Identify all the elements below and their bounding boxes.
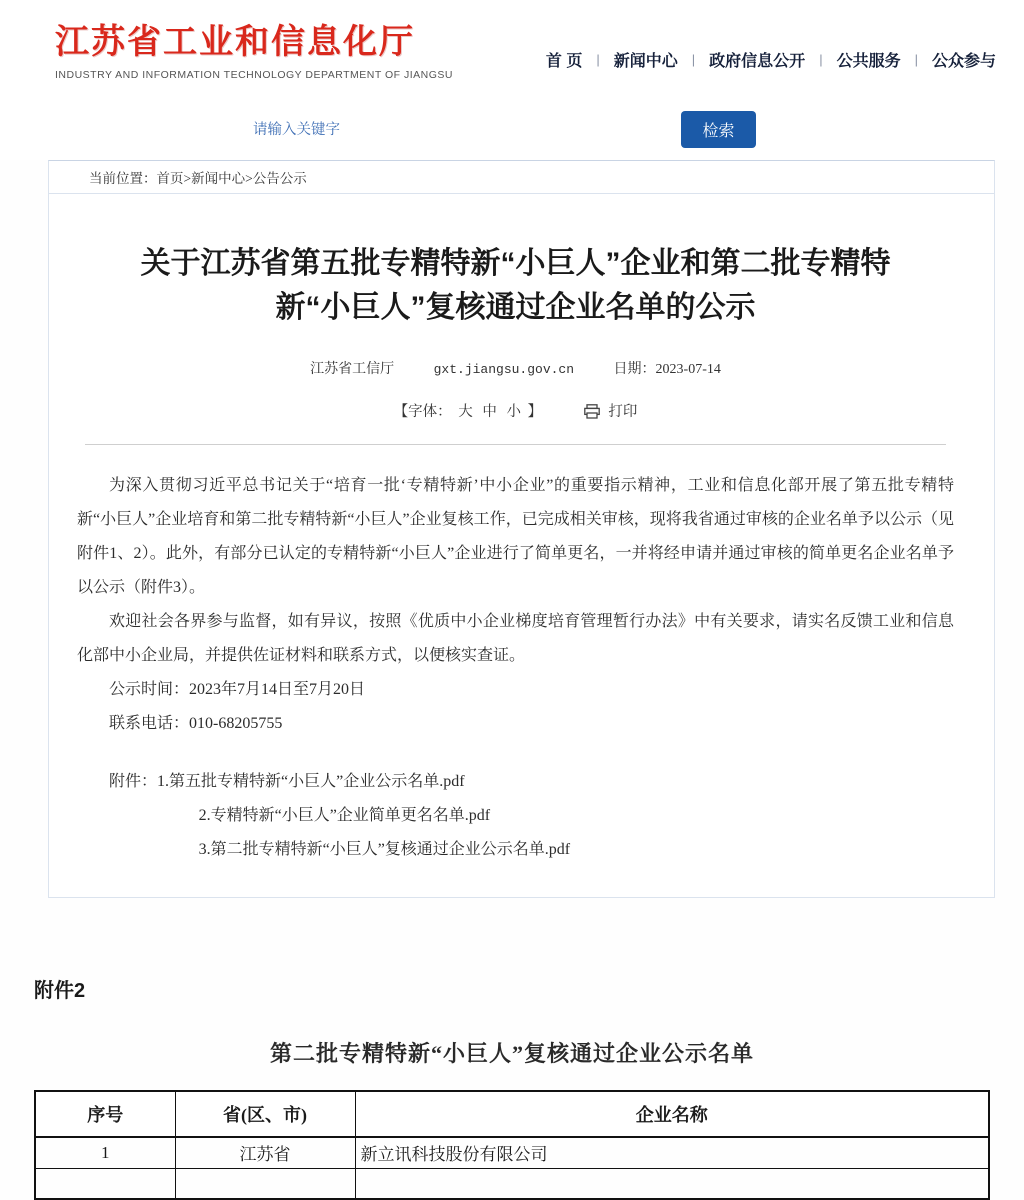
- site-logo-title: 江苏省工业和信息化厅: [55, 23, 415, 61]
- roster-table: [34, 1090, 990, 1200]
- printer-icon: [584, 404, 600, 424]
- breadcrumb-path[interactable]: 首页>新闻中心>公告公示: [156, 171, 307, 186]
- print-button[interactable]: [584, 404, 638, 420]
- article-date: 日期：2023-07-14: [613, 362, 721, 377]
- nav-item-news[interactable]: 新闻中心: [613, 53, 678, 70]
- attachment-item-2: [77, 799, 954, 833]
- nav-item-gov-info[interactable]: 政府信息公开: [709, 53, 806, 70]
- attachment-item-1: [77, 765, 954, 799]
- publicity-period: 公示时间：2023年7月14日至7月20日: [109, 681, 366, 698]
- article-url: gxt.jiangsu.gov.cn: [433, 362, 575, 377]
- roster-header-province: 省(区、市): [175, 1091, 355, 1137]
- contact-phone: 联系电话：010-68205755: [109, 715, 283, 732]
- roster-header-seq: 序号: [35, 1091, 175, 1137]
- article-meta: [77, 358, 954, 378]
- article-toolbar: [77, 400, 954, 424]
- attachment-link-3[interactable]: 3.第二批专精特新“小巨人”复核通过企业公示名单.pdf: [198, 841, 571, 858]
- font-size-suffix: 】: [527, 404, 543, 420]
- attachments-list: [77, 765, 954, 867]
- site-header: [0, 0, 1024, 160]
- top-nav: [546, 48, 996, 71]
- table-row: [35, 1137, 989, 1168]
- article-title: 关于江苏省第五批专精特新“小巨人”企业和第二批专精特新“小巨人”复核通过企业名单的公示: [140, 247, 891, 324]
- article-paragraph: 为深入贯彻习近平总书记关于“培育一批‘专精特新’中小企业”的重要指示精神，工业和信息化部开展了第五批专精特新“小巨人”企业培育和第二批专精特新“小巨人”企业复核工作，已完成相关审核，现将我省通过审核的企业名单予以公示（见附件1、2）。此外，有部分已认定的专精特新“小巨人”企业进行了简单更名，一并将经申请并通过审核的简单更名企业名单予以公示（附件3）。: [77, 477, 954, 596]
- article-paragraph: 欢迎社会各界参与监督，如有异议，按照《优质中小企业梯度培育管理暂行办法》中有关要求，请实名反馈工业和信息化部中小企业局，并提供佐证材料和联系方式，以便核实查证。: [77, 613, 954, 664]
- site-logo-subtitle: INDUSTRY AND INFORMATION TECHNOLOGY DEPARTMENT OF JIANGSU: [55, 69, 453, 81]
- attachment2-heading: 附件2: [34, 980, 86, 1002]
- content-panel: [48, 160, 995, 898]
- article-body: [77, 469, 954, 867]
- article: [49, 194, 994, 897]
- nav-separator: |: [914, 52, 918, 67]
- roster-header-company: 企业名称: [355, 1091, 989, 1137]
- nav-item-home[interactable]: 首 页: [545, 53, 583, 70]
- breadcrumb: [49, 161, 994, 194]
- font-size-prefix: 【字体：: [393, 404, 452, 420]
- nav-separator: |: [819, 52, 823, 67]
- search-bar: [0, 105, 1024, 153]
- article-divider: [85, 444, 946, 445]
- roster-cell-company: [355, 1168, 989, 1199]
- font-size-small-button[interactable]: 小: [506, 404, 521, 420]
- search-input[interactable]: [253, 115, 653, 145]
- search-button[interactable]: 检索: [681, 111, 756, 148]
- attachment-link-2[interactable]: 2.专精特新“小巨人”企业简单更名名单.pdf: [198, 807, 491, 824]
- nav-separator: |: [691, 52, 696, 67]
- attachment-item-3: [77, 833, 954, 867]
- nav-item-public-service[interactable]: 公共服务: [836, 53, 901, 70]
- roster-cell-seq: 1: [35, 1137, 175, 1168]
- nav-item-public-participation[interactable]: 公众参与: [931, 53, 996, 70]
- roster-table-title: 第二批专精特新“小巨人”复核通过企业公示名单: [269, 1041, 754, 1066]
- table-row: [35, 1168, 989, 1199]
- font-size-large-button[interactable]: 大: [458, 404, 473, 420]
- roster-cell-seq: [35, 1168, 175, 1199]
- breadcrumb-label: 当前位置：: [89, 171, 157, 186]
- site-logo[interactable]: [55, 14, 453, 81]
- attachment2-section: [34, 974, 990, 1200]
- attachment-link-1[interactable]: 1.第五批专精特新“小巨人”企业公示名单.pdf: [157, 773, 465, 790]
- article-source: 江苏省工信厅: [310, 362, 395, 377]
- roster-cell-company: 新立讯科技股份有限公司: [355, 1137, 989, 1168]
- roster-cell-province: 江苏省: [175, 1137, 355, 1168]
- roster-cell-province: [175, 1168, 355, 1199]
- attachments-label: 附件：: [109, 773, 158, 790]
- nav-separator: |: [596, 52, 600, 67]
- print-label: 打印: [608, 404, 638, 420]
- roster-header-row: [35, 1091, 989, 1137]
- font-size-medium-button[interactable]: 中: [482, 404, 497, 420]
